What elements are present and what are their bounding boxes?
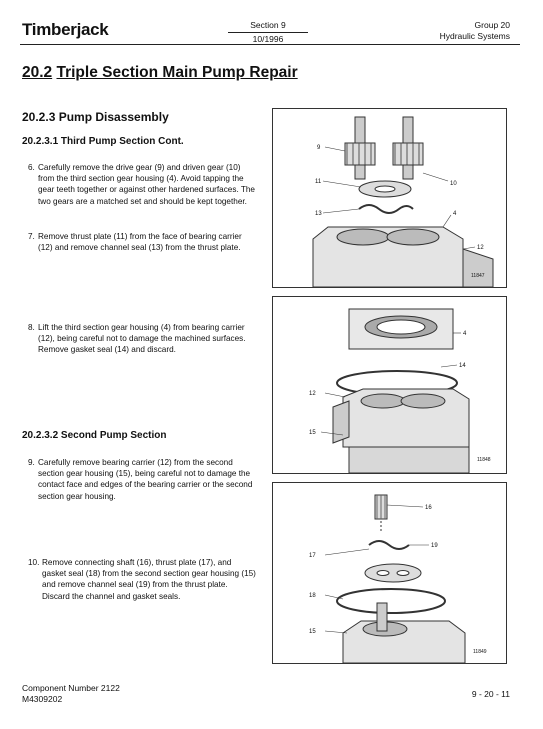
page-number: 9 - 20 - 11: [471, 689, 510, 699]
section-label: Section 9: [250, 20, 286, 30]
figure-id: 11847: [471, 273, 485, 279]
callout-label: 10: [450, 181, 457, 187]
brand-logo: Timberjack: [22, 20, 109, 39]
callout-label: 16: [425, 505, 432, 511]
third-section-heading: 20.2.3.1 Third Pump Section Cont.: [22, 136, 184, 147]
callout-label: 12: [309, 391, 316, 397]
callout-label: 15: [309, 629, 316, 635]
step-number: 10.: [28, 558, 40, 567]
callout-label: 9: [317, 145, 321, 151]
callout-label: 4: [463, 331, 467, 337]
component-number: Component Number 2122: [22, 683, 120, 693]
gears-illustration: [273, 109, 506, 287]
step-6: [28, 162, 256, 207]
step-text: Remove connecting shaft (16), thrust plate (17), and gasket seal (18) from the second section gear housing (15) and remove channel seal (19) from the thrust plate. Discard the channel and gasket seals.: [42, 558, 256, 601]
callout-label: 4: [453, 211, 457, 217]
page-title: [22, 64, 298, 82]
step-number: 8.: [28, 323, 35, 332]
callout-label: 18: [309, 593, 316, 599]
step-number: 6.: [28, 163, 35, 172]
step-text: Carefully remove bearing carrier (12) from the second section gear housing (15), being careful not to damage the contact face and edges of the bearing carrier or the second section gear housing.: [38, 458, 253, 501]
callout-label: 15: [309, 430, 316, 436]
step-9: [28, 457, 256, 502]
title-text: Triple Section Main Pump Repair: [56, 64, 298, 81]
step-number: 9.: [28, 458, 35, 467]
callout-label: 19: [431, 543, 438, 549]
section-header: [228, 20, 308, 45]
group-label: Group 20: [474, 20, 510, 30]
figure-shaft-panel: [272, 482, 507, 664]
footer-info: [22, 683, 120, 705]
callout-label: 14: [459, 363, 466, 369]
step-text: Lift the third section gear housing (4) from bearing carrier (12), being careful not to damage the machined surfaces. Remove gasket seal (14) and discard.: [38, 323, 246, 355]
header-rule: [20, 44, 520, 45]
shaft-illustration: [273, 483, 506, 663]
figure-id: 11848: [477, 457, 491, 463]
callout-label: 17: [309, 553, 316, 559]
callout-label: 13: [315, 211, 322, 217]
group-header: [440, 20, 510, 42]
step-number: 7.: [28, 232, 35, 241]
callout-label: 11: [315, 179, 322, 185]
step-8: [28, 322, 256, 356]
figure-housing-panel: [272, 296, 507, 474]
callout-label: 12: [477, 245, 484, 251]
step-10: [28, 557, 256, 602]
model-number: M4309202: [22, 694, 63, 704]
title-number: 20.2: [22, 64, 53, 81]
subsection-heading: 20.2.3 Pump Disassembly: [22, 110, 169, 124]
section-date: 10/1996: [228, 32, 308, 45]
group-name: Hydraulic Systems: [439, 31, 510, 41]
housing-illustration: [273, 297, 506, 473]
second-section-heading: 20.2.3.2 Second Pump Section: [22, 430, 167, 441]
figure-id: 11849: [473, 649, 487, 655]
step-text: Carefully remove the drive gear (9) and driven gear (10) from the third section gear housing (4). Avoid tapping the gear teeth together or against other hardened surfaces. The two gears are a matched set and should be kept together.: [38, 163, 255, 206]
step-7: [28, 231, 256, 253]
step-text: Remove thrust plate (11) from the face of bearing carrier (12) and remove channel seal (13) from the thrust plate.: [38, 232, 242, 253]
figure-gears-panel: [272, 108, 507, 288]
